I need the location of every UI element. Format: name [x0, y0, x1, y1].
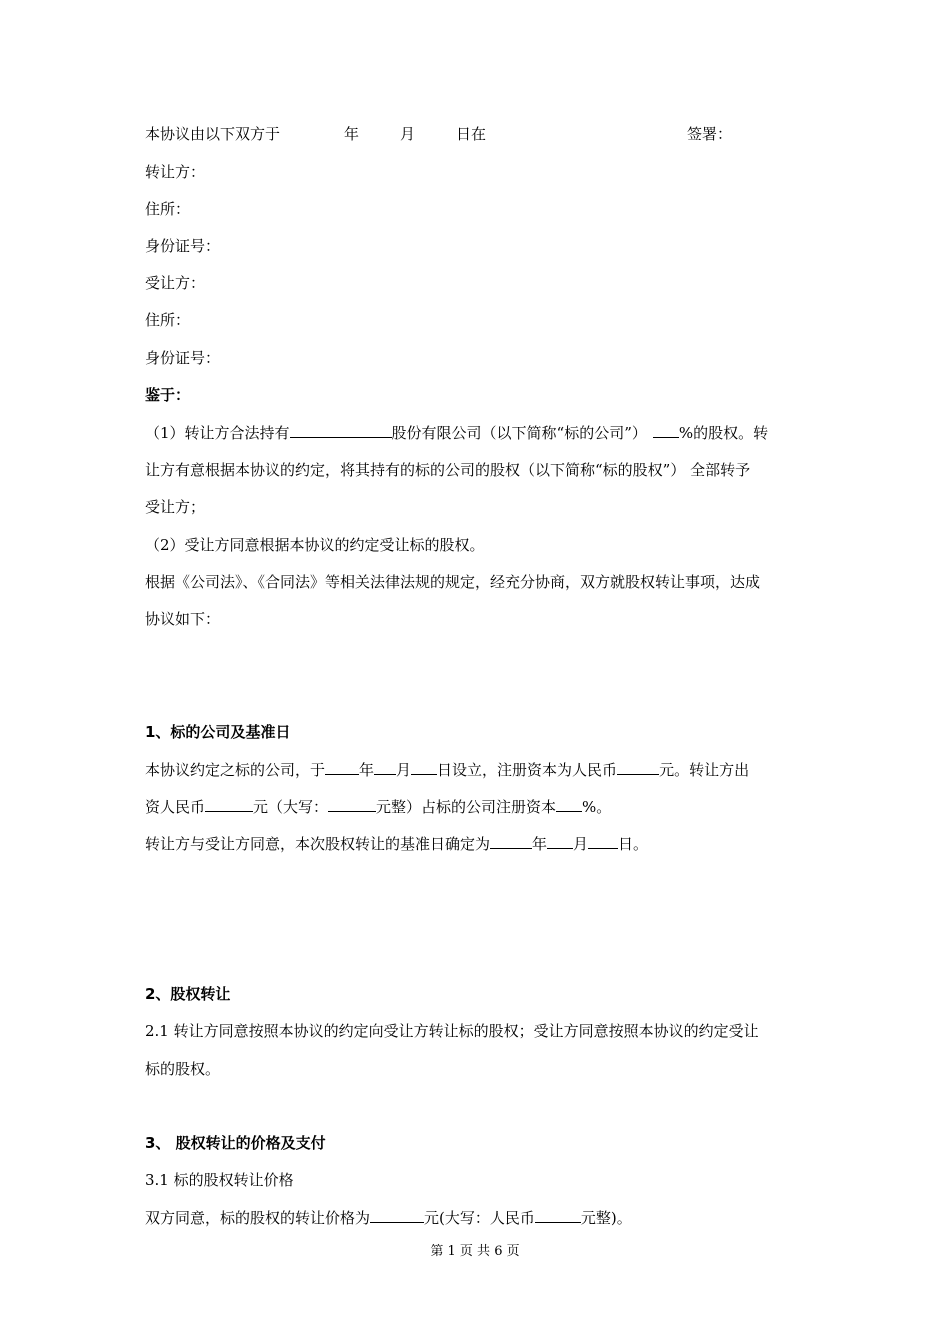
whereas-item1-line3: 受让方； [145, 498, 206, 516]
intro-sign: 签署： [687, 125, 733, 143]
whereas-item1-line2: 让方有意根据本协议的约定，将其持有的标的公司的股权（以下简称“标的股权”） 全部转予 [145, 461, 751, 479]
section1-p3-b: 年 [532, 835, 548, 853]
basis-line1: 根据《公司法》、《合同法》等相关法律法规的规定，经充分协商，双方就股权转让事项，达成 [145, 573, 761, 591]
section1-p1-b: 年 [359, 761, 375, 779]
section2-p1-line1: 2.1 转让方同意按照本协议的约定向受让方转让标的股权；受让方同意按照本协议的约定受让 [145, 1022, 759, 1040]
transfer-price-blank [370, 1208, 424, 1223]
basis-line2: 协议如下： [145, 610, 221, 628]
section1-p2-a: 资人民币 [145, 798, 206, 816]
capital-contribution-uppercase-blank [328, 797, 376, 812]
section2-title: 2、股权转让 [145, 985, 231, 1003]
section1-p3-a: 转让方与受让方同意，本次股权转让的基准日确定为 [145, 835, 491, 853]
agreement-intro-line [145, 124, 280, 144]
section3-sub1: 3.1 标的股权转让价格 [145, 1171, 294, 1189]
established-day-blank [411, 760, 437, 775]
section1-p2 [145, 797, 611, 817]
whereas-item2: （2）受让方同意根据本协议的约定受让标的股权。 [145, 536, 485, 554]
section3-title: 3、 股权转让的价格及支付 [145, 1134, 326, 1152]
section3-p1-a: 双方同意，标的股权的转让价格为 [145, 1209, 371, 1227]
section3-p1-c: 元整)。 [580, 1209, 632, 1227]
whereas-item1-b: 股份有限公司（以下简称“标的公司”） [391, 424, 647, 442]
section1-p1 [145, 760, 749, 780]
capital-contribution-blank [205, 797, 253, 812]
whereas-title: 鉴于： [145, 386, 191, 404]
whereas-item1-line1 [145, 423, 768, 443]
intro-prefix: 本协议由以下双方于 [145, 125, 281, 143]
section1-p3-d: 日。 [618, 835, 649, 853]
section1-p1-d: 日设立，注册资本为人民币 [437, 761, 618, 779]
transferee-address-label: 住所： [145, 311, 191, 329]
section2-p1-line2: 标的股权。 [145, 1060, 221, 1078]
section3-p1-b: 元(大写：人民币 [424, 1209, 535, 1227]
page-footer: 第 1 页 共 6 页 [430, 1244, 520, 1259]
base-date-year-blank [490, 834, 532, 849]
base-date-day-blank [588, 834, 618, 849]
section3-p1 [145, 1208, 632, 1228]
section1-title: 1、标的公司及基准日 [145, 723, 291, 741]
share-percent-blank [653, 423, 679, 438]
section1-p1-c: 月 [396, 761, 412, 779]
intro-day-at: 日在 [456, 125, 487, 143]
transfer-price-uppercase-blank [535, 1208, 581, 1223]
established-year-blank [325, 760, 359, 775]
registered-capital-blank [617, 760, 659, 775]
intro-year: 年 [344, 125, 360, 143]
transferor-address-label: 住所： [145, 200, 191, 218]
transferee-id-label: 身份证号： [145, 349, 221, 367]
section1-p2-b: 元（大写： [253, 798, 329, 816]
base-date-month-blank [547, 834, 573, 849]
section1-p1-a: 本协议约定之标的公司，于 [145, 761, 326, 779]
section1-p3 [145, 834, 648, 854]
transferee-label: 受让方： [145, 274, 206, 292]
capital-percent-blank [556, 797, 582, 812]
transferor-id-label: 身份证号： [145, 237, 221, 255]
section1-p2-d: %。 [582, 798, 612, 816]
section1-p2-c: 元整）占标的公司注册资本 [376, 798, 557, 816]
intro-month: 月 [400, 125, 416, 143]
section1-p1-e: 元。转让方出 [659, 761, 750, 779]
whereas-item1-c: %的股权。转 [678, 424, 769, 442]
whereas-item1-a: （1）转让方合法持有 [145, 424, 290, 442]
established-month-blank [374, 760, 396, 775]
company-name-blank [290, 423, 392, 438]
section1-p3-c: 月 [573, 835, 589, 853]
transferor-label: 转让方： [145, 163, 206, 181]
